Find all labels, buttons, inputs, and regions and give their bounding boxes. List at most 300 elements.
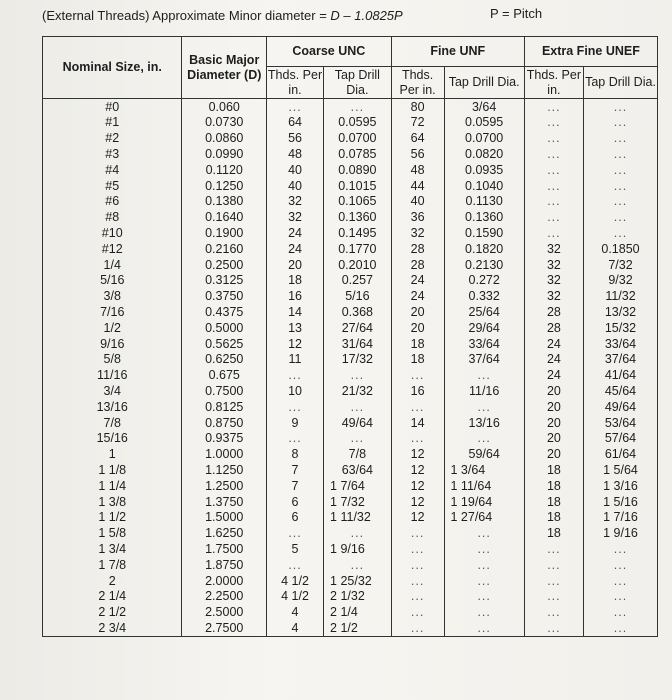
major-diameter-cell: 1.0000: [182, 447, 267, 463]
extra-fine-thds-cell: 32: [524, 241, 583, 257]
nominal-size-cell: 2 3/4: [43, 620, 182, 636]
fine-tap-drill-cell: ...: [444, 368, 524, 384]
nominal-size-cell: 1 3/4: [43, 541, 182, 557]
fine-thds-cell: 14: [391, 415, 444, 431]
coarse-thds-cell: 64: [267, 115, 324, 131]
table-row: [43, 241, 658, 257]
coarse-tap-drill-cell: 2 1/32: [324, 589, 392, 605]
fine-thds-cell: 12: [391, 510, 444, 526]
col-basic-major-diameter: Basic Major Diameter (D): [182, 37, 267, 99]
table-row: [43, 431, 658, 447]
extra-fine-tap-drill-cell: 15/32: [583, 320, 657, 336]
coarse-thds-cell: 8: [267, 447, 324, 463]
coarse-thds-cell: 4: [267, 605, 324, 621]
major-diameter-cell: 0.1640: [182, 210, 267, 226]
fine-tap-drill-cell: 0.0935: [444, 162, 524, 178]
coarse-thds-cell: ...: [267, 99, 324, 115]
nominal-size-cell: 1 5/8: [43, 526, 182, 542]
table-row: [43, 225, 658, 241]
fine-tap-drill-cell: 1 27/64: [444, 510, 524, 526]
nominal-size-cell: 1 1/2: [43, 510, 182, 526]
major-diameter-cell: 0.4375: [182, 304, 267, 320]
table-row: [43, 415, 658, 431]
extra-fine-thds-cell: 18: [524, 478, 583, 494]
table-row: [43, 115, 658, 131]
table-row: [43, 178, 658, 194]
major-diameter-cell: 0.8750: [182, 415, 267, 431]
extra-fine-tap-drill-cell: ...: [583, 99, 657, 115]
major-diameter-cell: 0.6250: [182, 352, 267, 368]
extra-fine-tap-drill-cell: 33/64: [583, 336, 657, 352]
nominal-size-cell: #6: [43, 194, 182, 210]
major-diameter-cell: 0.060: [182, 99, 267, 115]
extra-fine-tap-drill-cell: ...: [583, 541, 657, 557]
fine-thds-cell: 28: [391, 257, 444, 273]
coarse-tap-drill-cell: ...: [324, 526, 392, 542]
extra-fine-tap-drill-cell: ...: [583, 162, 657, 178]
table-caption: [42, 6, 642, 28]
coarse-thds-cell: 11: [267, 352, 324, 368]
major-diameter-cell: 1.7500: [182, 541, 267, 557]
extra-fine-thds-cell: ...: [524, 557, 583, 573]
fine-tap-drill-cell: ...: [444, 557, 524, 573]
coarse-tap-drill-cell: 2 1/2: [324, 620, 392, 636]
nominal-size-cell: 7/8: [43, 415, 182, 431]
extra-fine-tap-drill-cell: 7/32: [583, 257, 657, 273]
extra-fine-tap-drill-cell: 1 5/64: [583, 462, 657, 478]
extra-fine-thds-cell: 18: [524, 526, 583, 542]
nominal-size-cell: 1 1/8: [43, 462, 182, 478]
extra-fine-thds-cell: 18: [524, 462, 583, 478]
col-extra-fine-thds: Thds. Per in.: [524, 67, 583, 99]
nominal-size-cell: #10: [43, 225, 182, 241]
major-diameter-cell: 2.5000: [182, 605, 267, 621]
coarse-tap-drill-cell: ...: [324, 99, 392, 115]
major-diameter-cell: 0.8125: [182, 399, 267, 415]
table-row: [43, 257, 658, 273]
table-row: [43, 541, 658, 557]
coarse-thds-cell: 24: [267, 225, 324, 241]
fine-thds-cell: ...: [391, 526, 444, 542]
coarse-tap-drill-cell: ...: [324, 399, 392, 415]
fine-tap-drill-cell: ...: [444, 399, 524, 415]
formula-prefix: (External Threads) Approximate Minor diameter =: [42, 8, 331, 23]
fine-thds-cell: 16: [391, 383, 444, 399]
major-diameter-cell: 0.2160: [182, 241, 267, 257]
coarse-tap-drill-cell: 0.1015: [324, 178, 392, 194]
table-row: [43, 462, 658, 478]
fine-thds-cell: 80: [391, 99, 444, 115]
coarse-tap-drill-cell: 0.0595: [324, 115, 392, 131]
extra-fine-tap-drill-cell: 1 3/16: [583, 478, 657, 494]
coarse-thds-cell: 24: [267, 241, 324, 257]
extra-fine-thds-cell: 18: [524, 510, 583, 526]
nominal-size-cell: 1 7/8: [43, 557, 182, 573]
pitch-legend: P = Pitch: [490, 6, 543, 21]
major-diameter-cell: 0.7500: [182, 383, 267, 399]
coarse-tap-drill-cell: 17/32: [324, 352, 392, 368]
nominal-size-cell: #0: [43, 99, 182, 115]
nominal-size-cell: #12: [43, 241, 182, 257]
table-row: [43, 304, 658, 320]
fine-tap-drill-cell: 0.0820: [444, 146, 524, 162]
extra-fine-thds-cell: 24: [524, 352, 583, 368]
nominal-size-cell: 1 3/8: [43, 494, 182, 510]
table-row: [43, 210, 658, 226]
coarse-tap-drill-cell: 27/64: [324, 320, 392, 336]
fine-thds-cell: 72: [391, 115, 444, 131]
coarse-tap-drill-cell: 0.2010: [324, 257, 392, 273]
major-diameter-cell: 1.8750: [182, 557, 267, 573]
fine-thds-cell: ...: [391, 431, 444, 447]
table-row: [43, 510, 658, 526]
coarse-thds-cell: 12: [267, 336, 324, 352]
fine-thds-cell: 12: [391, 462, 444, 478]
fine-tap-drill-cell: 0.1590: [444, 225, 524, 241]
extra-fine-tap-drill-cell: ...: [583, 210, 657, 226]
fine-tap-drill-cell: 0.1040: [444, 178, 524, 194]
extra-fine-tap-drill-cell: 9/32: [583, 273, 657, 289]
extra-fine-thds-cell: 18: [524, 494, 583, 510]
nominal-size-cell: #8: [43, 210, 182, 226]
fine-thds-cell: 18: [391, 352, 444, 368]
nominal-size-cell: #5: [43, 178, 182, 194]
major-diameter-cell: 0.1900: [182, 225, 267, 241]
fine-thds-cell: 24: [391, 273, 444, 289]
coarse-thds-cell: 7: [267, 478, 324, 494]
fine-thds-cell: 18: [391, 336, 444, 352]
major-diameter-cell: 2.2500: [182, 589, 267, 605]
fine-tap-drill-cell: 0.1360: [444, 210, 524, 226]
fine-thds-cell: ...: [391, 589, 444, 605]
extra-fine-thds-cell: 20: [524, 415, 583, 431]
fine-tap-drill-cell: 1 3/64: [444, 462, 524, 478]
minor-diameter-formula: [42, 8, 403, 23]
coarse-thds-cell: 16: [267, 289, 324, 305]
fine-thds-cell: 64: [391, 131, 444, 147]
group-extra-fine-unef: Extra Fine UNEF: [524, 37, 657, 67]
fine-thds-cell: ...: [391, 605, 444, 621]
extra-fine-tap-drill-cell: 1 5/16: [583, 494, 657, 510]
extra-fine-thds-cell: 32: [524, 289, 583, 305]
extra-fine-thds-cell: ...: [524, 573, 583, 589]
major-diameter-cell: 0.1120: [182, 162, 267, 178]
coarse-thds-cell: ...: [267, 526, 324, 542]
coarse-tap-drill-cell: 1 11/32: [324, 510, 392, 526]
extra-fine-thds-cell: 24: [524, 368, 583, 384]
table-header: [43, 37, 658, 99]
table-row: [43, 131, 658, 147]
major-diameter-cell: 0.1380: [182, 194, 267, 210]
coarse-thds-cell: 18: [267, 273, 324, 289]
coarse-tap-drill-cell: 0.1360: [324, 210, 392, 226]
coarse-tap-drill-cell: 1 7/32: [324, 494, 392, 510]
fine-thds-cell: 24: [391, 289, 444, 305]
extra-fine-tap-drill-cell: ...: [583, 115, 657, 131]
table-row: [43, 526, 658, 542]
extra-fine-tap-drill-cell: 45/64: [583, 383, 657, 399]
col-coarse-tap-drill: Tap Drill Dia.: [324, 67, 392, 99]
coarse-thds-cell: ...: [267, 431, 324, 447]
extra-fine-thds-cell: ...: [524, 146, 583, 162]
coarse-thds-cell: 4 1/2: [267, 589, 324, 605]
coarse-tap-drill-cell: 0.1770: [324, 241, 392, 257]
table-row: [43, 605, 658, 621]
extra-fine-tap-drill-cell: ...: [583, 225, 657, 241]
major-diameter-cell: 0.0730: [182, 115, 267, 131]
extra-fine-thds-cell: ...: [524, 99, 583, 115]
extra-fine-tap-drill-cell: 1 9/16: [583, 526, 657, 542]
coarse-tap-drill-cell: ...: [324, 368, 392, 384]
coarse-thds-cell: 6: [267, 494, 324, 510]
nominal-size-cell: 1/2: [43, 320, 182, 336]
major-diameter-cell: 2.0000: [182, 573, 267, 589]
major-diameter-cell: 0.5000: [182, 320, 267, 336]
table-row: [43, 383, 658, 399]
table-row: [43, 162, 658, 178]
extra-fine-thds-cell: ...: [524, 178, 583, 194]
extra-fine-tap-drill-cell: ...: [583, 589, 657, 605]
major-diameter-cell: 1.5000: [182, 510, 267, 526]
extra-fine-thds-cell: 20: [524, 447, 583, 463]
fine-tap-drill-cell: ...: [444, 589, 524, 605]
fine-thds-cell: 56: [391, 146, 444, 162]
coarse-tap-drill-cell: 5/16: [324, 289, 392, 305]
fine-thds-cell: ...: [391, 399, 444, 415]
nominal-size-cell: 1: [43, 447, 182, 463]
nominal-size-cell: 13/16: [43, 399, 182, 415]
coarse-thds-cell: 13: [267, 320, 324, 336]
coarse-thds-cell: ...: [267, 399, 324, 415]
extra-fine-thds-cell: ...: [524, 605, 583, 621]
nominal-size-cell: 5/8: [43, 352, 182, 368]
nominal-size-cell: 2: [43, 573, 182, 589]
coarse-thds-cell: 20: [267, 257, 324, 273]
fine-tap-drill-cell: 0.1130: [444, 194, 524, 210]
col-extra-fine-tap-drill: Tap Drill Dia.: [583, 67, 657, 99]
fine-tap-drill-cell: ...: [444, 605, 524, 621]
coarse-thds-cell: 4 1/2: [267, 573, 324, 589]
coarse-thds-cell: 4: [267, 620, 324, 636]
nominal-size-cell: 7/16: [43, 304, 182, 320]
table-row: [43, 99, 658, 115]
fine-tap-drill-cell: 0.0595: [444, 115, 524, 131]
extra-fine-tap-drill-cell: 49/64: [583, 399, 657, 415]
extra-fine-tap-drill-cell: ...: [583, 194, 657, 210]
coarse-thds-cell: 6: [267, 510, 324, 526]
extra-fine-thds-cell: ...: [524, 210, 583, 226]
extra-fine-thds-cell: 20: [524, 383, 583, 399]
nominal-size-cell: #3: [43, 146, 182, 162]
major-diameter-cell: 1.2500: [182, 478, 267, 494]
extra-fine-tap-drill-cell: ...: [583, 605, 657, 621]
table-row: [43, 399, 658, 415]
coarse-tap-drill-cell: 31/64: [324, 336, 392, 352]
fine-tap-drill-cell: 0.332: [444, 289, 524, 305]
fine-tap-drill-cell: 0.0700: [444, 131, 524, 147]
fine-tap-drill-cell: 11/16: [444, 383, 524, 399]
nominal-size-cell: 1 1/4: [43, 478, 182, 494]
thread-size-table: [42, 36, 658, 637]
fine-thds-cell: 40: [391, 194, 444, 210]
fine-tap-drill-cell: 29/64: [444, 320, 524, 336]
table-row: [43, 289, 658, 305]
coarse-thds-cell: 10: [267, 383, 324, 399]
fine-tap-drill-cell: ...: [444, 620, 524, 636]
major-diameter-cell: 0.675: [182, 368, 267, 384]
extra-fine-tap-drill-cell: ...: [583, 557, 657, 573]
col-coarse-thds: Thds. Per in.: [267, 68, 323, 97]
extra-fine-thds-cell: 32: [524, 273, 583, 289]
coarse-thds-cell: 7: [267, 462, 324, 478]
fine-tap-drill-cell: ...: [444, 526, 524, 542]
fine-thds-cell: 36: [391, 210, 444, 226]
coarse-thds-cell: 40: [267, 162, 324, 178]
table-row: [43, 320, 658, 336]
fine-thds-cell: 20: [391, 304, 444, 320]
extra-fine-thds-cell: ...: [524, 225, 583, 241]
major-diameter-cell: 1.6250: [182, 526, 267, 542]
coarse-thds-cell: 5: [267, 541, 324, 557]
major-diameter-cell: 1.1250: [182, 462, 267, 478]
nominal-size-cell: 9/16: [43, 336, 182, 352]
fine-tap-drill-cell: ...: [444, 541, 524, 557]
fine-tap-drill-cell: 59/64: [444, 447, 524, 463]
nominal-size-cell: 5/16: [43, 273, 182, 289]
fine-tap-drill-cell: ...: [444, 431, 524, 447]
fine-tap-drill-cell: 13/16: [444, 415, 524, 431]
coarse-thds-cell: 32: [267, 210, 324, 226]
nominal-size-cell: 2 1/2: [43, 605, 182, 621]
extra-fine-tap-drill-cell: 53/64: [583, 415, 657, 431]
extra-fine-thds-cell: 20: [524, 431, 583, 447]
extra-fine-tap-drill-cell: 61/64: [583, 447, 657, 463]
fine-thds-cell: ...: [391, 557, 444, 573]
extra-fine-thds-cell: ...: [524, 115, 583, 131]
coarse-tap-drill-cell: 0.1065: [324, 194, 392, 210]
coarse-thds-cell: 56: [267, 131, 324, 147]
fine-tap-drill-cell: 0.272: [444, 273, 524, 289]
coarse-tap-drill-cell: 0.0785: [324, 146, 392, 162]
fine-thds-cell: ...: [391, 573, 444, 589]
coarse-tap-drill-cell: 49/64: [324, 415, 392, 431]
coarse-tap-drill-cell: 2 1/4: [324, 605, 392, 621]
coarse-tap-drill-cell: 0.0700: [324, 131, 392, 147]
major-diameter-cell: 0.2500: [182, 257, 267, 273]
nominal-size-cell: 2 1/4: [43, 589, 182, 605]
extra-fine-tap-drill-cell: 41/64: [583, 368, 657, 384]
coarse-tap-drill-cell: 21/32: [324, 383, 392, 399]
coarse-tap-drill-cell: 1 25/32: [324, 573, 392, 589]
col-nominal-size: Nominal Size, in.: [43, 37, 182, 99]
fine-tap-drill-cell: 3/64: [444, 99, 524, 115]
coarse-tap-drill-cell: ...: [324, 431, 392, 447]
coarse-tap-drill-cell: 1 9/16: [324, 541, 392, 557]
nominal-size-cell: 15/16: [43, 431, 182, 447]
table-row: [43, 573, 658, 589]
coarse-tap-drill-cell: 7/8: [324, 447, 392, 463]
table-row: [43, 336, 658, 352]
extra-fine-tap-drill-cell: ...: [583, 146, 657, 162]
coarse-thds-cell: 40: [267, 178, 324, 194]
table-row: [43, 557, 658, 573]
extra-fine-thds-cell: ...: [524, 541, 583, 557]
coarse-thds-cell: 32: [267, 194, 324, 210]
extra-fine-thds-cell: 28: [524, 320, 583, 336]
table-row: [43, 494, 658, 510]
fine-tap-drill-cell: 0.1820: [444, 241, 524, 257]
extra-fine-tap-drill-cell: 0.1850: [583, 241, 657, 257]
major-diameter-cell: 0.0860: [182, 131, 267, 147]
table-row: [43, 447, 658, 463]
fine-thds-cell: ...: [391, 620, 444, 636]
extra-fine-tap-drill-cell: ...: [583, 178, 657, 194]
fine-tap-drill-cell: 1 11/64: [444, 478, 524, 494]
major-diameter-cell: 1.3750: [182, 494, 267, 510]
major-diameter-cell: 0.3750: [182, 289, 267, 305]
extra-fine-thds-cell: 32: [524, 257, 583, 273]
fine-tap-drill-cell: 33/64: [444, 336, 524, 352]
coarse-tap-drill-cell: 63/64: [324, 462, 392, 478]
group-coarse-unc: Coarse UNC: [267, 37, 392, 67]
major-diameter-cell: 0.5625: [182, 336, 267, 352]
fine-tap-drill-cell: ...: [444, 573, 524, 589]
major-diameter-cell: 2.7500: [182, 620, 267, 636]
table-row: [43, 146, 658, 162]
col-fine-tap-drill: Tap Drill Dia.: [444, 67, 524, 99]
fine-tap-drill-cell: 1 19/64: [444, 494, 524, 510]
nominal-size-cell: #4: [43, 162, 182, 178]
table-row: [43, 589, 658, 605]
extra-fine-tap-drill-cell: ...: [583, 573, 657, 589]
fine-tap-drill-cell: 37/64: [444, 352, 524, 368]
col-fine-thds: Thds. Per in.: [391, 67, 444, 99]
fine-tap-drill-cell: 0.2130: [444, 257, 524, 273]
extra-fine-tap-drill-cell: 13/32: [583, 304, 657, 320]
extra-fine-thds-cell: 28: [524, 304, 583, 320]
nominal-size-cell: 3/4: [43, 383, 182, 399]
extra-fine-thds-cell: ...: [524, 194, 583, 210]
group-fine-unf: Fine UNF: [391, 37, 524, 67]
major-diameter-cell: 0.1250: [182, 178, 267, 194]
coarse-tap-drill-cell: 0.1495: [324, 225, 392, 241]
extra-fine-tap-drill-cell: 57/64: [583, 431, 657, 447]
major-diameter-cell: 0.9375: [182, 431, 267, 447]
coarse-thds-cell: ...: [267, 368, 324, 384]
formula-expression: D – 1.0825P: [330, 8, 403, 23]
fine-tap-drill-cell: 25/64: [444, 304, 524, 320]
nominal-size-cell: #2: [43, 131, 182, 147]
coarse-tap-drill-cell: 1 7/64: [324, 478, 392, 494]
coarse-thds-cell: 9: [267, 415, 324, 431]
nominal-size-cell: 11/16: [43, 368, 182, 384]
table-row: [43, 273, 658, 289]
coarse-tap-drill-cell: 0.0890: [324, 162, 392, 178]
extra-fine-thds-cell: ...: [524, 162, 583, 178]
fine-thds-cell: 12: [391, 494, 444, 510]
fine-thds-cell: 12: [391, 447, 444, 463]
coarse-thds-cell: 14: [267, 304, 324, 320]
coarse-thds-cell: 48: [267, 146, 324, 162]
table-body: [43, 99, 658, 637]
extra-fine-tap-drill-cell: 37/64: [583, 352, 657, 368]
major-diameter-cell: 0.3125: [182, 273, 267, 289]
table-row: [43, 194, 658, 210]
extra-fine-tap-drill-cell: ...: [583, 620, 657, 636]
coarse-tap-drill-cell: ...: [324, 557, 392, 573]
table-row: [43, 620, 658, 636]
fine-thds-cell: 28: [391, 241, 444, 257]
